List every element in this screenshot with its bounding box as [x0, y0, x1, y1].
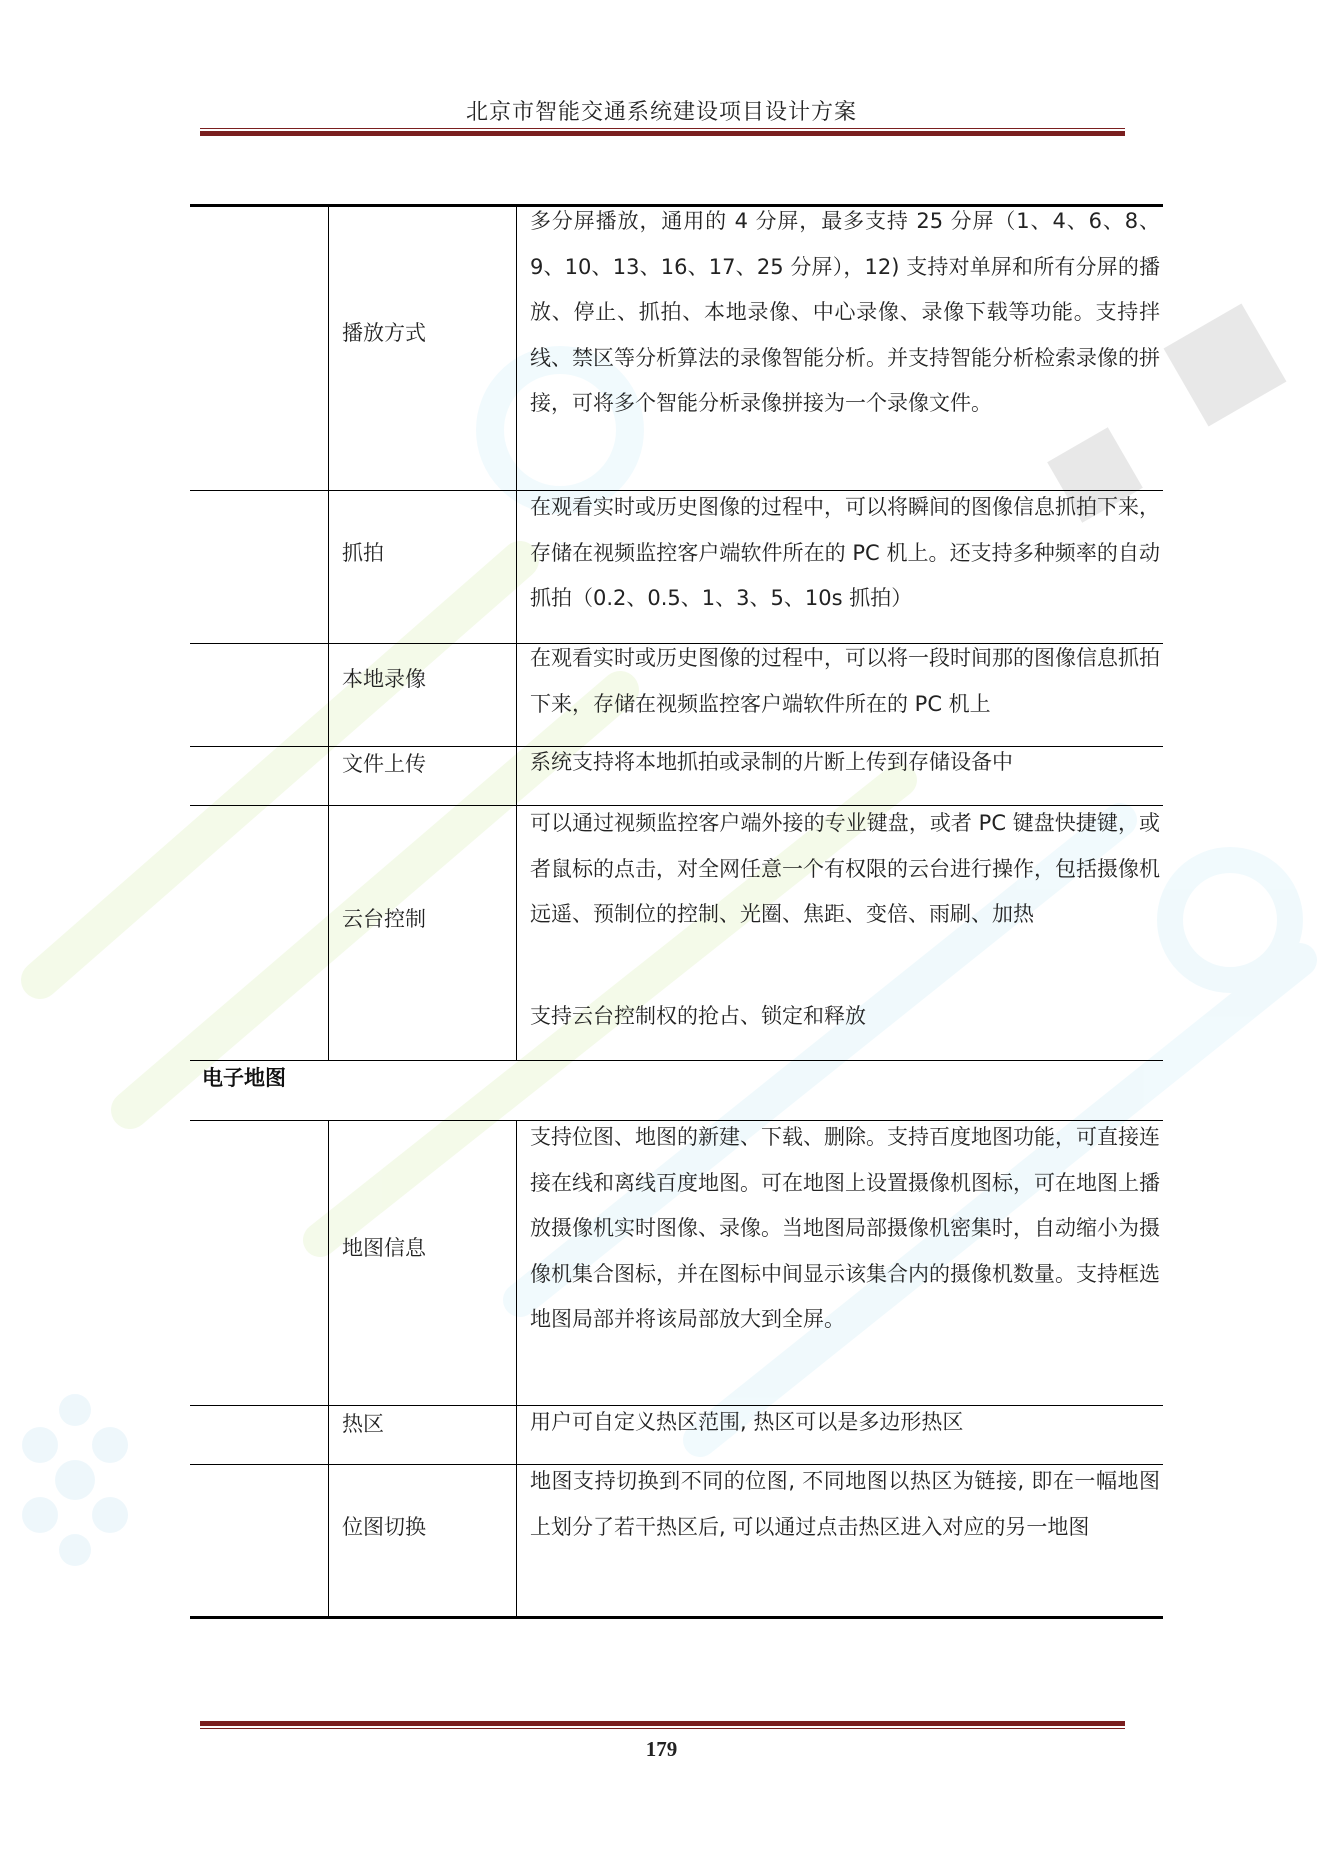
- row-label-bitmap-switch: 位图切换: [342, 1515, 426, 1539]
- document-header-title: 北京市智能交通系统建设项目设计方案: [465, 100, 857, 125]
- table2-bottom-border: [190, 1616, 1163, 1619]
- row-label-playback-mode: 播放方式: [342, 321, 426, 345]
- row-label-hotspot: 热区: [342, 1412, 384, 1436]
- row-label-map-info: 地图信息: [342, 1236, 426, 1260]
- row-text-bitmap-switch: 地图支持切换到不同的位图, 不同地图以热区为链接, 即在一幅地图上划分了若干热区后, 可以通过点击热区进入对应的另一地图: [530, 1469, 1160, 1539]
- row-text-local-recording: 在观看实时或历史图像的过程中，可以将一段时间那的图像信息抓拍下来，存储在视频监控客户端软件所在的 PC 机上: [530, 646, 1160, 716]
- table1-column-divider: [328, 206, 329, 1061]
- page-number: 179: [645, 1737, 678, 1761]
- header-rule: [200, 131, 1125, 136]
- footer-rule-thin: [200, 1728, 1125, 1729]
- row-label-ptz-control: 云台控制: [342, 907, 426, 931]
- row-text-playback-mode: 多分屏播放，通用的 4 分屏，最多支持 25 分屏（1、4、6、8、9、10、13、16、17、25 分屏），12) 支持对单屏和所有分屏的播放、停止、抓拍、本地录像、中心录像、录像下载等功能。支持拌线、禁区等分析算法的录像智能分析。并支持智能分析检索录像的拼接，可将多个智能分析录像拼接为一个录像文件。: [530, 209, 1160, 415]
- table2-column-divider: [516, 1120, 517, 1618]
- table2-column-divider: [328, 1120, 329, 1618]
- row-text-hotspot: 用户可自定义热区范围, 热区可以是多边形热区: [530, 1410, 964, 1434]
- row-text-map-info: 支持位图、地图的新建、下载、删除。支持百度地图功能，可直接连接在线和离线百度地图。可在地图上设置摄像机图标，可在地图上播放摄像机实时图像、录像。当地图局部摄像机密集时，自动缩小为摄像机集合图标，并在图标中间显示该集合内的摄像机数量。支持框选地图局部并将该局部放大到全屏。: [530, 1125, 1160, 1331]
- row-text-file-upload: 系统支持将本地抓拍或录制的片断上传到存储设备中: [530, 750, 1013, 774]
- row-label-snapshot: 抓拍: [342, 541, 384, 565]
- table1-bottom-border: [190, 1060, 1163, 1061]
- section-heading-electronic-map: 电子地图: [202, 1066, 286, 1090]
- row-text-snapshot: 在观看实时或历史图像的过程中，可以将瞬间的图像信息抓拍下来，存储在视频监控客户端软件所在的 PC 机上。还支持多种频率的自动抓拍（0.2、0.5、1、3、5、10s 抓拍）: [530, 495, 1160, 610]
- footer-rule: [200, 1721, 1125, 1726]
- header-rule-thin: [200, 128, 1125, 129]
- row-text-ptz-control-extra: 支持云台控制权的抢占、锁定和释放: [530, 1004, 866, 1028]
- table1-column-divider: [516, 206, 517, 1061]
- row-label-file-upload: 文件上传: [342, 752, 426, 776]
- row-text-ptz-control: 可以通过视频监控客户端外接的专业键盘，或者 PC 键盘快捷键，或者鼠标的点击，对全网任意一个有权限的云台进行操作，包括摄像机远遥、预制位的控制、光圈、焦距、变倍、雨刷、加热: [530, 811, 1160, 926]
- row-label-local-recording: 本地录像: [342, 667, 426, 691]
